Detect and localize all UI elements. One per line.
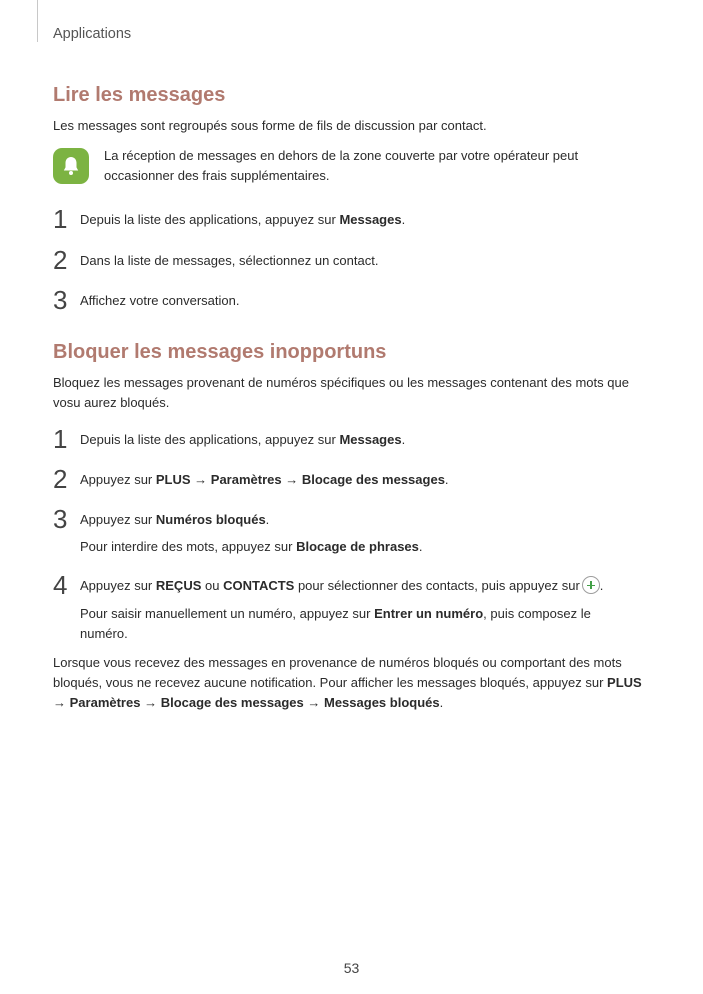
- step-number: 1: [53, 204, 68, 234]
- header-section-label: Applications: [53, 26, 132, 42]
- header-rule: [37, 0, 38, 42]
- step-text: Dans la liste de messages, sélectionnez un contact.: [80, 253, 379, 268]
- step-number: 2: [53, 464, 68, 494]
- note-line: occasionner des frais supplémentaires.: [104, 168, 330, 183]
- step-text: Appuyez sur Numéros bloqués.: [80, 512, 270, 527]
- step-number: 3: [53, 285, 68, 315]
- bell-icon: [53, 148, 89, 184]
- step-number: 4: [53, 570, 68, 600]
- step-subtext: Pour interdire des mots, appuyez sur Blocage de phrases.: [80, 539, 423, 554]
- step-text: Appuyez sur REÇUS ou CONTACTS pour sélectionner des contacts, puis appuyez sur .: [80, 578, 604, 593]
- note-text: [104, 146, 664, 186]
- step-text: Appuyez sur PLUS → Paramètres → Blocage des messages.: [80, 472, 449, 487]
- section-title-block-messages: Bloquer les messages inopportuns: [53, 341, 387, 363]
- plus-icon: [582, 576, 600, 594]
- section-title-read-messages: Lire les messages: [53, 84, 226, 106]
- step-number: 2: [53, 245, 68, 275]
- step-number: 1: [53, 424, 68, 454]
- step-text: Depuis la liste des applications, appuyez sur Messages.: [80, 212, 406, 227]
- section-intro: Les messages sont regroupés sous forme de fils de discussion par contact.: [53, 118, 487, 133]
- closing-paragraph: Lorsque vous recevez des messages en provenance de numéros bloqués ou comportant des mots bloqués, vous ne recevez aucune notification. Pour afficher les messages bloqués, appuyez sur PLUS → Paramètres → Blocage des messages → Messages bloqués.: [53, 655, 642, 710]
- step-subtext: Pour saisir manuellement un numéro, appuyez sur Entrer un numéro, puis composez le numéro.: [80, 606, 591, 641]
- step-text: Affichez votre conversation.: [80, 293, 240, 308]
- step-number: 3: [53, 504, 68, 534]
- note-line: La réception de messages en dehors de la zone couverte par votre opérateur peut: [104, 148, 579, 163]
- step-text: Depuis la liste des applications, appuyez sur Messages.: [80, 432, 406, 447]
- section-intro: Bloquez les messages provenant de numéros spécifiques ou les messages contenant des mots que vosu aurez bloqués.: [53, 375, 629, 410]
- page-number: 53: [343, 960, 360, 976]
